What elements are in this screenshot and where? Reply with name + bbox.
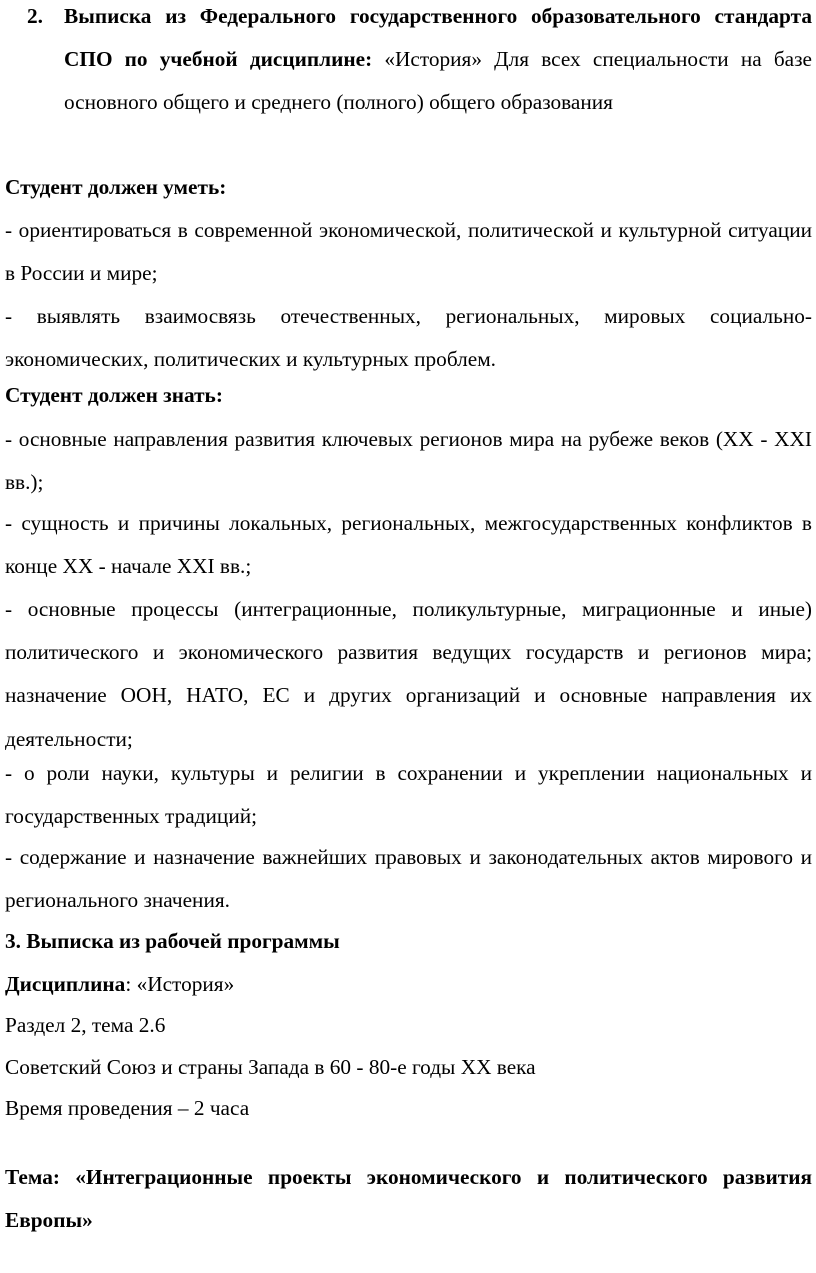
section-topic: Раздел 2, тема 2.6	[5, 1013, 166, 1037]
discipline-value: : «История»	[125, 972, 235, 996]
duration: Время проведения – 2 часа	[5, 1096, 250, 1120]
knowledge-item-1: - основные направления развития ключевых регионов мира на рубеже веков (XX - XXI вв.);	[5, 427, 812, 495]
knowledge-item-2: - сущность и причины локальных, региональных, межгосударственных конфликтов в конце XX - начале XXI вв.;	[5, 511, 812, 579]
section-3-heading: 3. Выписка из рабочей программы	[5, 929, 340, 953]
theme-title: Тема: «Интеграционные проекты экономического и политического развития Европы»	[5, 1165, 812, 1233]
section-2-title: Выписка из Федерального государственного образовательного стандарта СПО по учебной дисциплине:	[64, 4, 812, 72]
discipline-label: Дисциплина	[5, 972, 126, 996]
section-2-paragraph	[27, 0, 812, 125]
skills-item-2: - выявлять взаимосвязь отечественных, региональных, мировых социально-экономических, политических и культурных проблем.	[5, 304, 812, 372]
skills-heading: Студент должен уметь:	[5, 175, 227, 199]
knowledge-item-5: - содержание и назначение важнейших правовых и законодательных актов мирового и регионального значения.	[5, 845, 812, 913]
knowledge-item-3: - основные процессы (интеграционные, поликультурные, миграционные и иные) политического и экономического развития ведущих государств и регионов мира; назначение ООН, НАТО, ЕС и других организаций и основные направления их деятельности;	[5, 597, 812, 751]
skills-item-1: - ориентироваться в современной экономической, политической и культурной ситуации в России и мире;	[5, 218, 812, 286]
topic-title: Советский Союз и страны Запада в 60 - 80-е годы XX века	[5, 1055, 536, 1079]
discipline-line	[5, 963, 812, 1006]
section-2-number: 2.	[27, 4, 43, 28]
knowledge-heading: Студент должен знать:	[5, 383, 223, 407]
section-2-title-rest: «История» Для всех специальности на базе основного общего и среднего (полного) общего образования	[64, 47, 812, 115]
knowledge-item-4: - о роли науки, культуры и религии в сохранении и укреплении национальных и государственных традиций;	[5, 761, 812, 829]
